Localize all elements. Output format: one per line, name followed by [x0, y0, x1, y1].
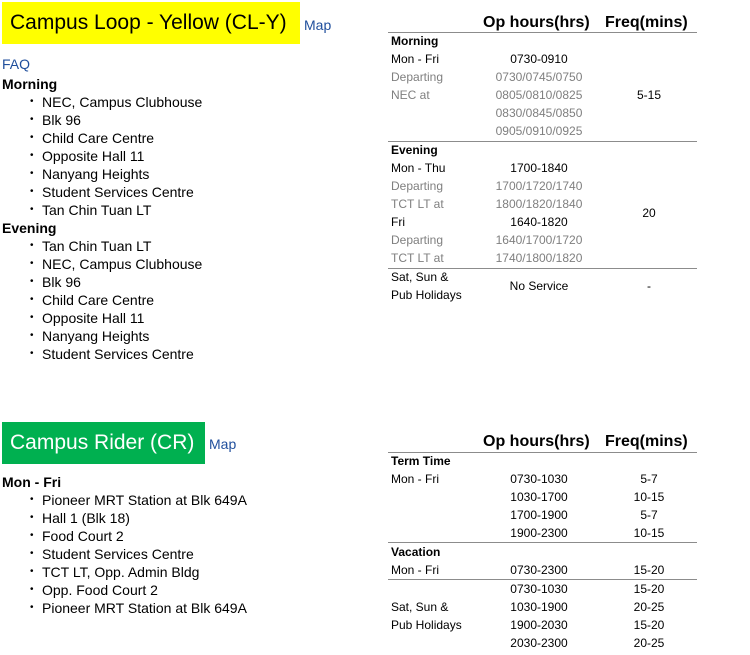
stop-item: • Child Care Centre: [2, 129, 202, 147]
cly-morning-stops: [2, 93, 202, 219]
cly-weekend-day-1: Sat, Sun &: [391, 270, 449, 284]
cly-evening-row-hours: 1700-1840: [510, 161, 568, 175]
cly-morning-row-day: Mon - Fri: [391, 52, 439, 66]
cly-title-text: Campus Loop - Yellow (CL-Y): [10, 11, 287, 34]
cr-term-freq: 10-15: [633, 490, 665, 504]
cly-morning-label: Morning: [2, 76, 58, 92]
cly-evening-row-hours: 1640-1820: [510, 215, 568, 229]
cly-morning-freq: 5-15: [636, 88, 662, 102]
stop-item: • NEC, Campus Clubhouse: [2, 93, 202, 111]
cr-vacation-hours: 0730-2300: [510, 563, 568, 577]
stop-item: • Food Court 2: [2, 527, 247, 545]
cly-map-link[interactable]: Map: [304, 17, 332, 33]
stop-item: • Nanyang Heights: [2, 165, 202, 183]
stop-item: • Student Services Centre: [2, 183, 202, 201]
cly-weekend-day-2: Pub Holidays: [391, 288, 462, 302]
cr-weekend-freq: 15-20: [633, 582, 665, 596]
cly-morning-row-hours: 0730-0910: [510, 52, 568, 66]
cly-evening-row-hours: 1740/1800/1820: [495, 251, 583, 265]
stop-item: • Opposite Hall 11: [2, 147, 202, 165]
cr-map-link[interactable]: Map: [209, 436, 237, 452]
cly-weekend-hours: No Service: [509, 279, 569, 293]
cly-evening-row-day: TCT LT at: [391, 197, 444, 211]
stop-item: • Blk 96: [2, 111, 202, 129]
cr-term-hours: 1030-1700: [510, 490, 568, 504]
cly-weekend-freq: -: [647, 279, 651, 293]
cly-morning-row-hours: 0905/0910/0925: [495, 124, 583, 138]
stop-item: • Tan Chin Tuan LT: [2, 237, 202, 255]
cr-weekend-day-2: Pub Holidays: [391, 618, 462, 632]
cr-weekend-freq: 15-20: [633, 618, 665, 632]
cr-term-freq: 5-7: [640, 472, 658, 486]
cr-weekend-freq: 20-25: [633, 600, 665, 614]
cr-term-freq: 10-15: [633, 526, 665, 540]
cr-term-freq: 5-7: [640, 508, 658, 522]
cr-term-section: Term Time: [391, 454, 451, 468]
cly-evening-row-day: TCT LT at: [391, 251, 444, 265]
cr-stops: [2, 491, 247, 617]
cr-vacation-freq: 15-20: [633, 563, 665, 577]
stop-item: • Blk 96: [2, 273, 202, 291]
cly-evening-label: Evening: [2, 220, 57, 236]
cly-evening-row-day: Departing: [391, 179, 444, 193]
stop-item: • TCT LT, Opp. Admin Bldg: [2, 563, 247, 581]
cr-title-text: Campus Rider (CR): [10, 431, 195, 454]
cr-group-label: Mon - Fri: [2, 474, 62, 490]
cr-weekend-hours: 1030-1900: [510, 600, 568, 614]
cr-term-hours: 1700-1900: [510, 508, 568, 522]
stop-item: • Student Services Centre: [2, 545, 247, 563]
cly-evening-section: Evening: [391, 143, 438, 157]
cr-weekend-freq: 20-25: [633, 636, 665, 650]
cly-evening-stops: [2, 237, 202, 363]
cly-evening-row-day: Mon - Thu: [391, 161, 446, 175]
cly-morning-row-hours: 0805/0810/0825: [495, 88, 583, 102]
stop-item: • Pioneer MRT Station at Blk 649A: [2, 491, 247, 509]
cly-evening-row-hours: 1700/1720/1740: [495, 179, 583, 193]
cly-evening-row-day: Departing: [391, 233, 444, 247]
cly-evening-row-hours: 1640/1700/1720: [495, 233, 583, 247]
cly-col-freq: Freq(mins): [605, 14, 688, 31]
cr-vacation-day: Mon - Fri: [391, 563, 439, 577]
cly-morning-section: Morning: [391, 34, 439, 48]
cr-title: [2, 422, 205, 464]
cly-morning-row-hours: 0730/0745/0750: [495, 70, 583, 84]
stop-item: • Student Services Centre: [2, 345, 202, 363]
cr-term-hours: 0730-1030: [510, 472, 568, 486]
cr-col-freq: Freq(mins): [605, 433, 688, 450]
cr-vacation-section: Vacation: [391, 545, 441, 559]
cr-weekend-hours: 2030-2300: [510, 636, 568, 650]
cly-title: [2, 2, 300, 44]
cr-weekend-hours: 1900-2030: [510, 618, 568, 632]
cr-term-hours: 1900-2300: [510, 526, 568, 540]
cr-weekend-hours: 0730-1030: [510, 582, 568, 596]
cr-weekend-day-1: Sat, Sun &: [391, 600, 449, 614]
stop-item: • Pioneer MRT Station at Blk 649A: [2, 599, 247, 617]
cly-evening-row-hours: 1800/1820/1840: [495, 197, 583, 211]
cly-morning-row-hours: 0830/0845/0850: [495, 106, 583, 120]
cr-col-hours: Op hours(hrs): [483, 433, 590, 450]
cly-evening-freq: 20: [642, 206, 656, 220]
stop-item: • Nanyang Heights: [2, 327, 202, 345]
stop-item: • Tan Chin Tuan LT: [2, 201, 202, 219]
stop-item: • Hall 1 (Blk 18): [2, 509, 247, 527]
stop-item: • Opp. Food Court 2: [2, 581, 247, 599]
cly-evening-row-day: Fri: [391, 215, 405, 229]
cly-morning-row-day: NEC at: [391, 88, 430, 102]
cly-morning-row-day: Departing: [391, 70, 444, 84]
cly-faq-link[interactable]: FAQ: [2, 56, 31, 72]
cr-term-day: Mon - Fri: [391, 472, 439, 486]
cly-col-hours: Op hours(hrs): [483, 14, 590, 31]
stop-item: • Opposite Hall 11: [2, 309, 202, 327]
stop-item: • Child Care Centre: [2, 291, 202, 309]
stop-item: • NEC, Campus Clubhouse: [2, 255, 202, 273]
